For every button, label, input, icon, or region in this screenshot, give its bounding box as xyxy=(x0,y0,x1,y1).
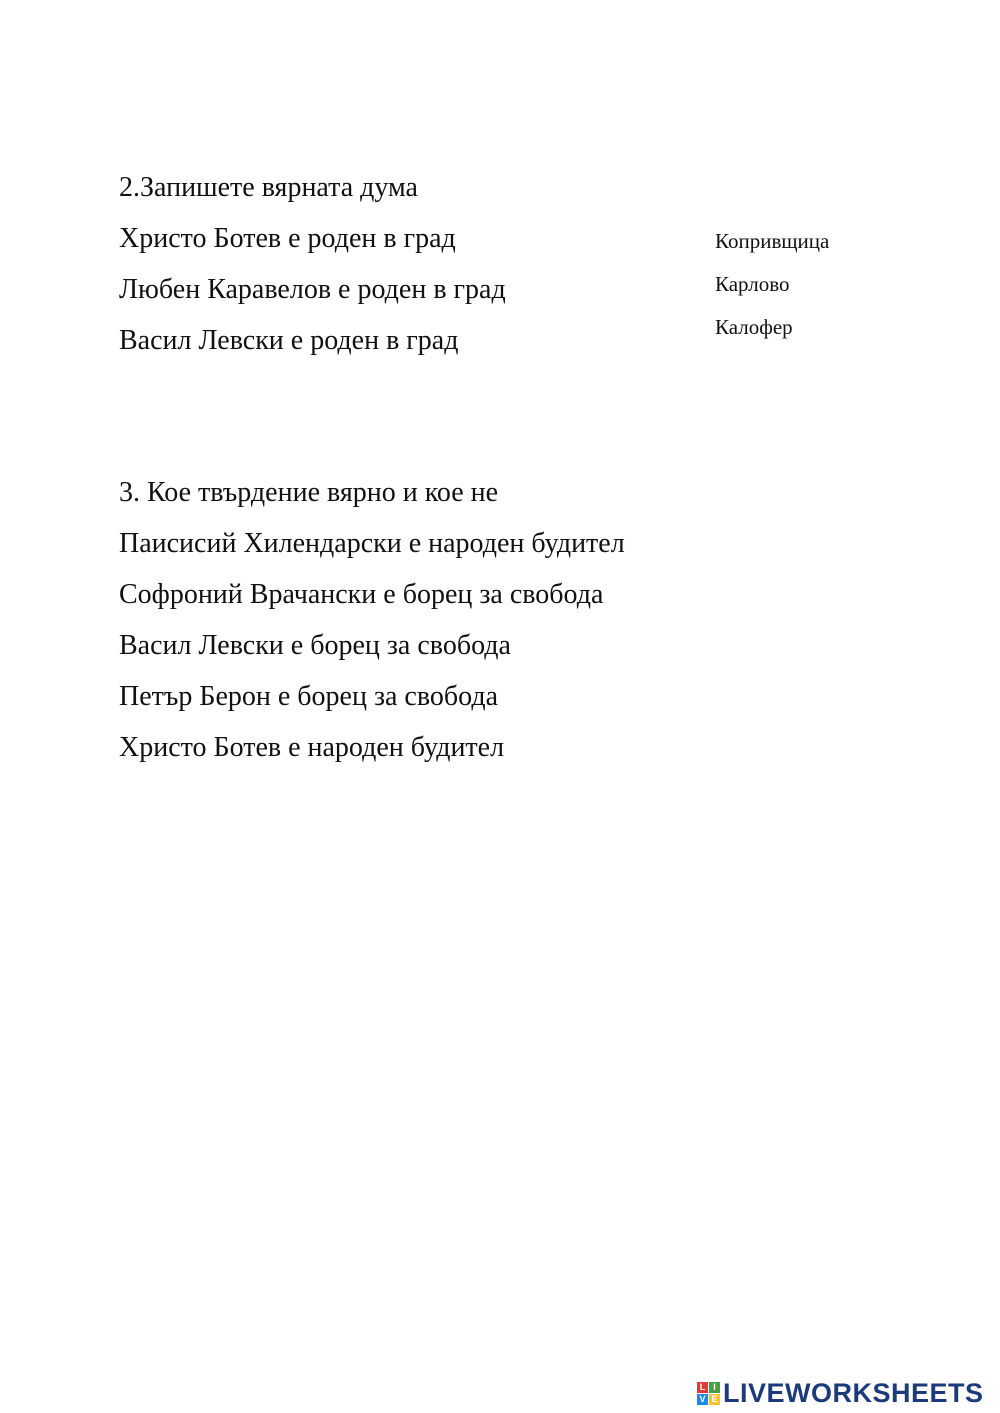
task2-sentence-2: Любен Каравелов е роден в град xyxy=(119,274,506,305)
logo-tile-l: L xyxy=(697,1382,708,1393)
task3-statement-4: Петър Берон е борец за свобода xyxy=(119,681,498,712)
task3-statement-5: Христо Ботев е народен будител xyxy=(119,732,505,763)
task3-statement-2: Софроний Врачански е борец за свобода xyxy=(119,579,604,610)
word-option-kalofer: Калофер xyxy=(715,315,793,339)
word-option-karlovo: Карлово xyxy=(715,272,790,296)
word-option-koprivshtitsa: Копривщица xyxy=(715,229,830,253)
logo-tile-i: I xyxy=(709,1382,720,1393)
liveworksheets-logo xyxy=(697,1378,984,1408)
task3-title: 3. Кое твърдение вярно и кое не xyxy=(119,477,499,508)
liveworksheets-logo-text: LIVEWORKSHEETS xyxy=(723,1378,984,1408)
task2-sentence-3: Васил Левски е роден в град xyxy=(119,325,459,356)
task2-sentence-1: Христо Ботев е роден в град xyxy=(119,223,456,254)
task3-statement-1: Паисисий Хилендарски е народен будител xyxy=(119,528,625,559)
liveworksheets-logo-icon xyxy=(697,1382,720,1405)
task2-title: 2.Запишете вярната дума xyxy=(119,172,418,203)
task3-statement-3: Васил Левски е борец за свобода xyxy=(119,630,511,661)
logo-tile-v: V xyxy=(697,1394,708,1405)
logo-tile-e: E xyxy=(709,1394,720,1405)
